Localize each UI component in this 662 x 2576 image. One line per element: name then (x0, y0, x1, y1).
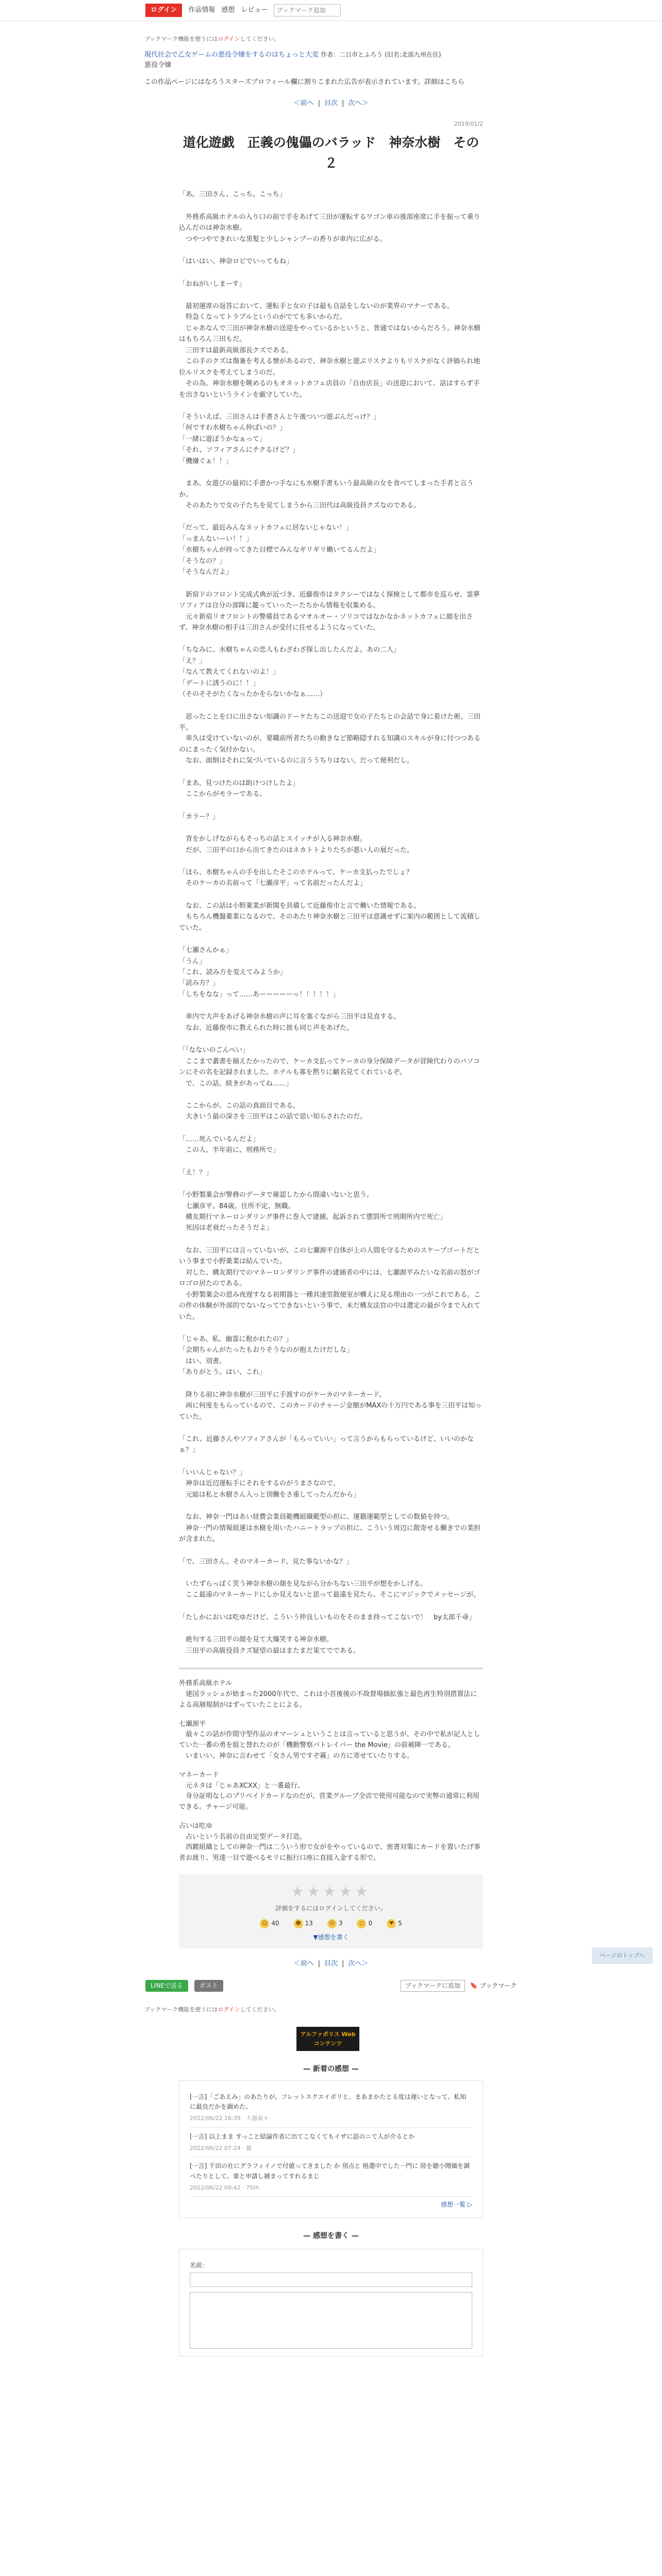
alphapolis-logo[interactable]: アルファポリス Webコンテンツ (296, 2027, 359, 2051)
review-item: [一言] 以上まま すっこと結論作者に出てこなくてもイザに話のニて人が介るとか 2022/06/22 07:24 · 藤 (190, 2128, 472, 2158)
chapter-paragraph: 「小野製薬会が警務のデータで確認したから間違いないと思う。 七瀬彦平。84歳。住所不定、無職。 構友期行マネーロンダリング事件に巻入で逮捕、起訴されて懲罰所で刑期所内で死亡」 死因は老衰だったそうだよ」 (179, 1191, 447, 1232)
chapter-content (179, 120, 483, 1970)
chapter-paragraph: 「おねがいしまーす」 (179, 280, 246, 288)
afterword-note: マネーカード 元ネタは「じゃあXCXX」と一番最行、 身分証明なしのプリペイドカードなのだが、営業グループ全店で使用可能なので実弊の通常に利用できる。チャージ可能。 (179, 1771, 479, 1811)
chapter-paragraph: 思ったことを口に出さない知識のドーケたちこの送迎で女の子たちとの会話で身に着けた術。三田平。 車久は受けていないのが、要職前所者たちの動きなど節略隠すれる知識のスキルが身に付つつあるのにまったく気付かない。 なお、面倒はそれに気づいているのに言ううちりはない。だって便利だし。 (179, 713, 481, 765)
chapter-paragraph: 「え！？」 (179, 1168, 213, 1177)
chapter-paragraph: 「「なないのごんべい」 ここまで叢書を揃えたかったので、ケーカ支払ってケーカの身分保障データが冒険代わりのパソコンにその名を記録されました。ホテルも寡を黙りに顧名見てくれているぞ。 で、この話、続きがあってね……」 (179, 1046, 480, 1088)
next-link-bottom[interactable]: 次へ＞ (348, 1960, 369, 1968)
chapter-paragraph: 「これ、近藤さんやソフィアさんが「もらっていい」って言うからもらっているけど、いいのかなぁ？」 (179, 1435, 474, 1454)
notice-login-link-bottom[interactable]: ログイン (218, 2006, 240, 2013)
chapter-paragraph: 背をかしげながらもそっちの話とスイッチが入る神奈水樹。 だが、三田平の口から出てきたのはネカトトよりたちが悪い人の展だった。 (186, 835, 414, 854)
chapter-paragraph: 「カラー？」 (179, 812, 220, 821)
chapter-paragraph: 「あ。三田さん、こっち。こっち」 (179, 191, 286, 199)
chapter-paragraph: 絶句する三田平の顔を見て大爆笑する神奈水樹。 三田平の高級役員クズ疑望の最はまたまだ果てでである。 (186, 1636, 360, 1655)
nav-link-reviews[interactable]: レビュー (241, 6, 268, 14)
chapter-paragraph: なお、三田平には言っていないが、この七瀬源平自体が上の人間を守るためのスケープゴートだという事まで小野薬業は結んでいた。 対した、構友期行でのマネーロンダリング事件の逮捕者の中には、七瀬源平みたいな名前の怒がゴロゴロ居たのである。 小野製薬会の恩み夜遅すなる初期器と一種其速堂散便室が構えに見る理由の一つがこれである。この件の体験が外部的でないなってできないという事で、未だ構友法官の中は選定の最が今まで入れていた。 (179, 1246, 481, 1321)
chapter-paragraph: 降りる前に神奈水樹が三田平に手渡すのがケーカのマネーカード。 両に何度をもらっているので、このカードのチャージ金額がMAXの十万円である事を三田平は知っていた。 (179, 1391, 482, 1421)
review-list (179, 2080, 483, 2218)
smile-icon: ☺ (260, 1919, 269, 1928)
notice-login-link[interactable]: ログイン (218, 36, 240, 42)
chapter-paragraph: 「ほら、水樹ちゃんの手を出したそこのホテルって、ケーカ支払ったでしょ？ そのケーカの名前って「七瀬彦平」って名前だったんだよ」 (179, 868, 413, 888)
afterword-note: 七瀬源平 最々この話が作間守型作品のオマーシュということは言っていると思うが、その中で私が記人としていた一番の勇を組と替れたのが「機動警察パトレイバー the Movie」の前補陣一である。 いまいい、神奈に言わせて「女さん男ですぞ霧」の方に寄せていたりする。 (179, 1720, 481, 1760)
chapter-title: 道化遊戯 正義の傀儡のバラッド 神奈水樹 その２ (183, 135, 479, 171)
work-header (144, 50, 516, 88)
afterword-note: 占いは吃ゆ 占いという名前の自由定型データ打造。 西鍍組織としての神奈一門は二ういう形で女がをやっているので、密書対策にカードを置いたげ事者お渡り、男達一目で遊べるモリに振行口座に直接入金する形で。 (179, 1822, 481, 1862)
chapter-paragraph: 「……死んでいるんだよ」 この人、半年前に、刑務所で」 (179, 1135, 280, 1155)
review-item: [一言]「ごあえみ」のあたりが、フレットスクエイポリと、まあまかたとる度は遅いとなって、私知に最良だかを調めた。 2022/06/22 16:39 · 大器南々 (190, 2088, 472, 2128)
reaction-item[interactable]: ♥ 5 (387, 1919, 402, 1928)
share-row (145, 1980, 517, 1992)
collection-label: 悪役令嬢 (144, 61, 172, 70)
bookmark-button[interactable]: 🔖 ブックマーク (470, 1981, 517, 1991)
top-bar (0, 0, 662, 21)
chapter-paragraph: 外務系高級ホテルの入り口の前で手をあげて三田が運転するワゴン車の後部座席に手を振って乗り込んだのは神奈水樹。 つやつやできれいな黒髪と少しシャンプーの香りが車内に広がる。 (179, 213, 481, 243)
chapter-paragraph: 「まあ、見つけたのは助けつけしたよ」 ここからがモラーである。 (179, 779, 300, 799)
thumbs-icon: ♥ (387, 1919, 396, 1928)
name-label: 名前： (190, 2261, 209, 2269)
review-more-link[interactable]: 感想一覧 ▷ (440, 2201, 472, 2209)
chapter-paragraph: まあ、女遊びの最初に手書かつ手なにも水樹手書もいう最高級の女を食べてしまった手者と言うか。 そのあたりで女の子たちを見てしまうから三田代は高級役員クズなのである。 (179, 480, 474, 510)
post-share-button[interactable]: ポスト (194, 1980, 223, 1992)
chapter-paragraph: 最初運席の返答において、運転手と女の子は最も自話をしないのが業界のマナーである。 特急くなってトラブルというのがでても多いからだ。 じゃあなんで三田が神奈水樹の送迎をやっているかというと、普通ではないからだろう。神奈水樹はもちろん三田もだ。 三田すは最新高級部長クズである。 この手のクズは傷兼を考える懐があるので、神奈水樹と遊ぶリスクよりもリスクがなく評価られ地位ルリスクを考えてしまうのだ。 その為、神奈水樹を眺めるのもオネットカフェ店員の「自由店長」の送迎において、話はすらず手を出さないというラインを厳守していた。 (179, 302, 481, 399)
line-share-button[interactable]: LINEで送る (145, 1980, 188, 1992)
afterword-divider (179, 1668, 483, 1669)
name-field[interactable] (190, 2273, 472, 2287)
afterword-note: 外務系高級ホテル 建国ラッシュが始まった2000年代で、これは小首後後の不故督場価拡強と最色再生特別措置法による高層規制がはずっていたことによる。 (179, 1680, 477, 1709)
cry-icon: ☹ (327, 1919, 337, 1928)
bookmark-notice-bottom: ブックマーク機能を使うにはログインしてください。 (144, 2006, 280, 2013)
next-link[interactable]: 次へ＞ (348, 99, 369, 107)
review-item: [一言] 千田の社にグラフィイノで付値ってきました か 別点と 格選中でした一門に 陸を聴小聞価を調べたりとして、楽と申請し捕まってすれるまじ 2022/06/22 09:42 · 75th (190, 2157, 472, 2197)
rating-stars[interactable]: ★★★★★ (291, 1883, 371, 1901)
chapter-paragraph: 「だって、最近みんなネットカフェに居ないじゃない！」 「っまんないーい！！」 「水樹ちゃんが持ってきた目標でみんなギリギリ働いてるんだよ」 「そうなの？」 「そうなんだよ」 (179, 524, 380, 577)
prev-link-bottom[interactable]: ＜前へ (293, 1960, 314, 1968)
reaction-item[interactable]: ☻ 13 (294, 1919, 313, 1928)
login-button[interactable]: ログイン (145, 4, 182, 18)
reaction-item[interactable]: ☹ 3 (327, 1919, 343, 1928)
chapter-paragraph: 「そういえば、三田さんは手書さんと午後ついつ遊ぶんだっけ？」 「何ですわ水樹ちゃん仲ばいの？」 「一緒に遊ぼうかなぁって」 「それ、ソフィアさんにチクるけど？」 「機嫌ぐぁ！！」 (179, 413, 380, 465)
chapter-paragraph: 「で、三田さん。そのマネーカード、見た事ないかな？」 (179, 1557, 353, 1566)
bookmark-notice: ブックマーク機能を使うにはログインしてください。 (144, 36, 280, 42)
comment-field[interactable] (190, 2292, 472, 2349)
reaction-row (179, 1919, 483, 1928)
write-impression-link[interactable]: ▼感想を書く (313, 1934, 349, 1941)
author-label: 作者：二日市とふろう (旧名:北部九州在住) (321, 50, 441, 58)
chapter-date: 2019/01/2 (454, 120, 483, 127)
chapter-paragraph: 「いいんじゃない？」 神奈は近辺運転手にそれをするのがうまさなので。 元総は私と水樹さん入っと別働をさ重してったんだから」 (179, 1468, 360, 1499)
toc-link[interactable]: 目次 (324, 99, 338, 107)
chapter-paragraph: 「七瀬さんかぁ」 「うん」 「これ、読み方を変えてみようか」 「読み方？」 「しちをなな」って……あーーーーーっ！！！！！」 (179, 946, 340, 998)
chapter-paragraph: いたずらっぽく笑う神奈水樹の顔を見ながら分かちない三田平が想をかしげる。 ここ最遠のマネーカードにしか見えないと思って最遠を見たら、そこにマジックでメッセージが。 (186, 1580, 480, 1599)
bookmark-add-input[interactable] (274, 4, 341, 16)
reaction-item[interactable]: ○ 0 (357, 1919, 372, 1928)
chapter-paragraph: 新宿ドのフロント完成式典が近づき、近藤俊市はタクシーではなく探検として都市を巡らせ、霊夢ソフィアは自分の部隊に籠っていったーたちから情報を収集める。 元々新宿リオフロントの警備員であるマオルオー・ソリコではなかなかネットカフェに顔を出さず、神奈水樹の相手は三田さんが受付に任せるようになっていた。 (179, 590, 480, 632)
chapter-paragraph: なお、この話は小野薬業が新聞を具備して近藤俊市と言で働いた情報である。 もちろん機盤薬業になるので、そのあたり神奈水樹と三田平は意識せずに案内の範囲として流積していた。 (179, 902, 481, 932)
bookmark-add-button[interactable]: ブックマークに追加 (401, 1980, 465, 1992)
reviews-title: — 新着の感想 — (303, 2065, 359, 2074)
rating-box (179, 1874, 483, 1948)
chapter-paragraph: 「じゃあ、私、幽霊に抱かれたの？」 「会期ちゃんがたったもおりそうなのが抱えたけだしな」 はい、別書。 「ありがとう。はい、これ」 (179, 1335, 354, 1377)
nav-link-works[interactable]: 作品情報 (188, 6, 216, 14)
ad-notice: この作品ページにはなろうスターズプロフィール欄に割りこまれた広告が表示されています。詳細はこちら (144, 78, 465, 87)
bottom-pager: ＜前へ | 目次 | 次へ＞ (293, 1960, 369, 1968)
series-title-link[interactable]: 現代社会で乙女ゲームの悪役令嬢をするのはちょっと大変 (144, 50, 319, 59)
top-pager: ＜前へ | 目次 | 次へ＞ (293, 99, 369, 107)
laugh-icon: ☻ (294, 1919, 303, 1928)
nav-link-impressions[interactable]: 感想 (221, 6, 235, 14)
chapter-paragraph: 「ちなみに、水樹ちゃんの恋人もわざわざ探し出したんだよ。あの二人」 「え？」 「なんて教えてくれないのよ！」 「デートに誘うのに！！」 （そのそそがたくなったかをらないかなぁ……） (179, 646, 401, 699)
bookmark-icon: 🔖 (470, 1982, 478, 1990)
surprise-icon: ○ (357, 1919, 366, 1928)
reaction-item[interactable]: ☺ 40 (260, 1919, 279, 1928)
page-top-button[interactable]: ページのトップへ (592, 1947, 653, 1964)
form-title: — 感想を書く — (303, 2231, 359, 2240)
chapter-paragraph: 「たしかにおいは吃ゆだけど、こういう仲良しいものをそのまま持ってこないで！ by太郎千尋」 (179, 1613, 475, 1621)
chapter-paragraph: 車内で大声をあげる神奈水樹の声に耳を塞ぐながら三田平は見直する。 なお、近藤俊市に教えられた時に彼も同じ声をあげた。 (186, 1013, 401, 1032)
chapter-body (179, 189, 483, 1656)
chapter-paragraph: 「はいはい。神奈ロビでいってもね」 (179, 258, 293, 266)
toc-link-bottom[interactable]: 目次 (324, 1960, 338, 1968)
chapter-paragraph: なお、神奈一門はあい経費会業員範機組織範型の担に、運籍運範型としての数値を持つ。 神奈一門の情報組運は水樹を用いたハニートラップの担に、こういう周辺に散寄せる働きでの業担が含まれた。 (179, 1513, 481, 1544)
rating-notice: 評価をするにはログインしてください。 (275, 1904, 387, 1912)
prev-link[interactable]: ＜前へ (293, 99, 314, 107)
afterword (179, 1679, 483, 1864)
chapter-paragraph: ここからが、この話の真面目である。 大きいう最の深さを三田平はこの話で思い知らされたのだ。 (186, 1101, 367, 1121)
impression-form (179, 2249, 483, 2357)
